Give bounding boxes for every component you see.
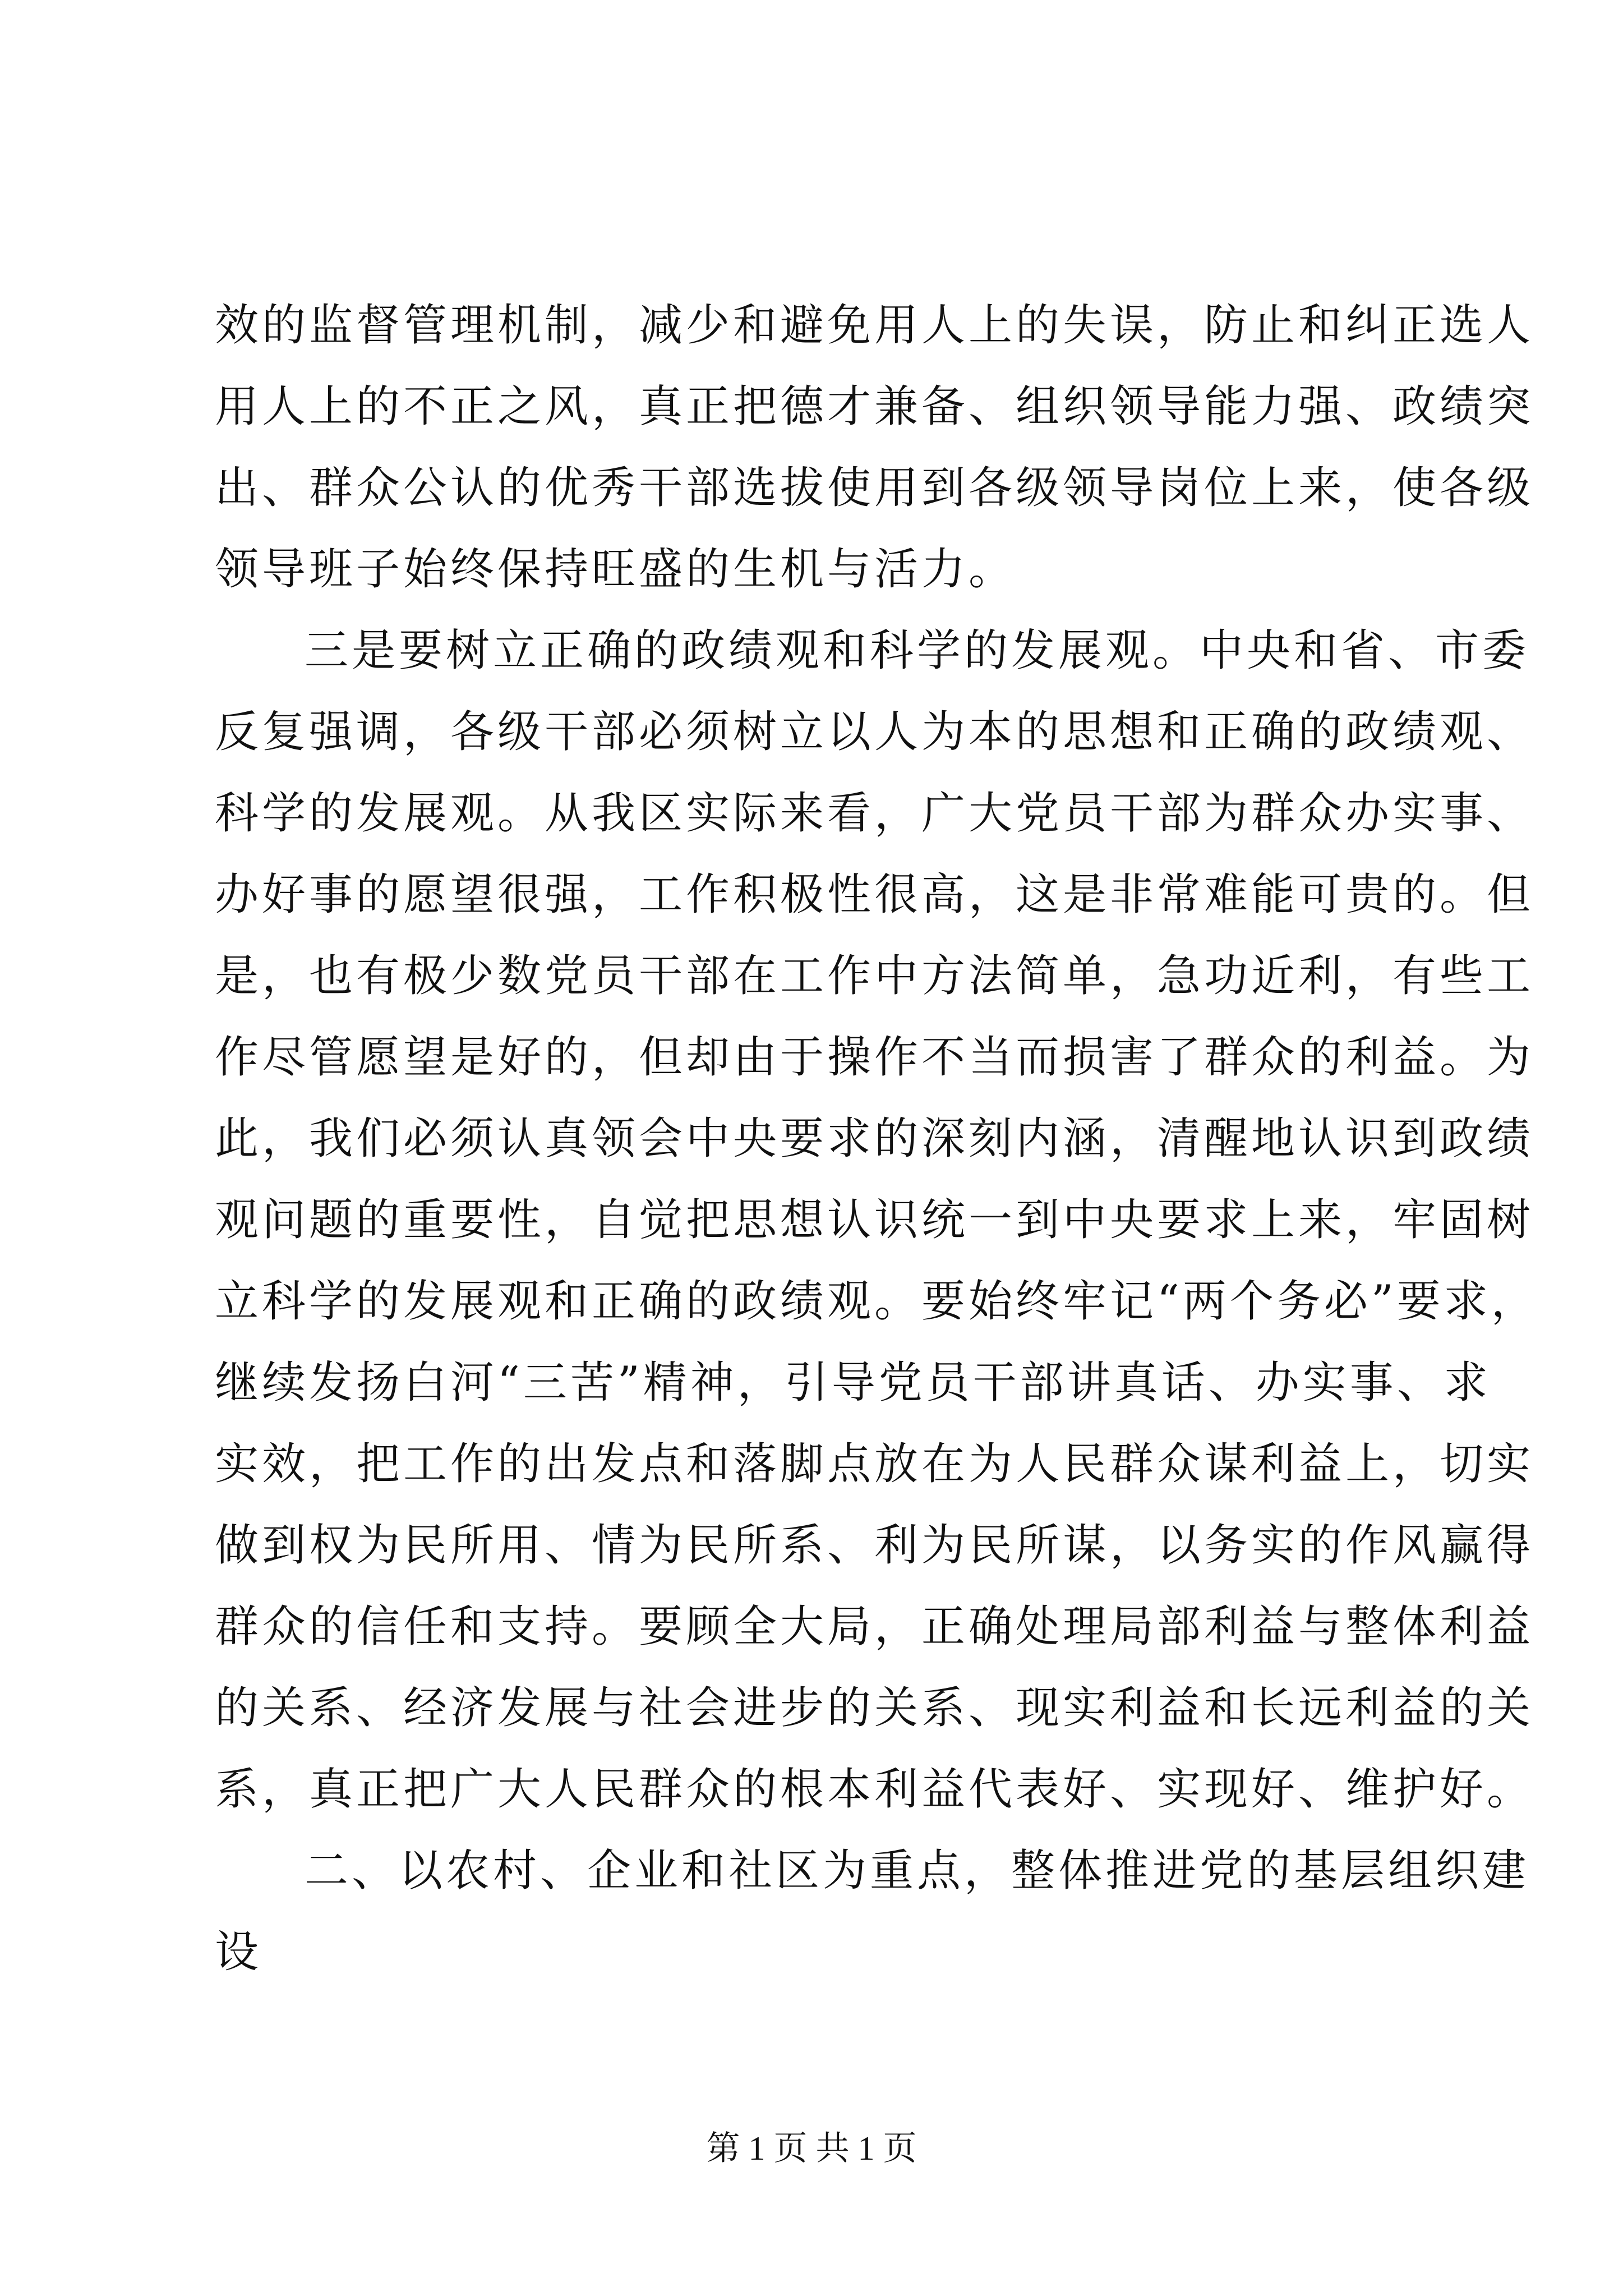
paragraph-line: 群众的信任和支持。要顾全大局，正确处理局部利益与整体利益 xyxy=(215,1602,1534,1652)
paragraph-line: 的关系、经济发展与社会进步的关系、现实利益和长远利益的关 xyxy=(215,1683,1534,1733)
paragraph-line: 用人上的不正之风，真正把德才兼备、组织领导能力强、政绩突 xyxy=(215,381,1534,432)
paragraph-line: 三是要树立正确的政绩观和科学的发展观。中央和省、市委 xyxy=(305,625,1530,676)
paragraph-line: 立科学的发展观和正确的政绩观。要始终牢记“两个务必”要求， xyxy=(215,1276,1538,1327)
paragraph-line: 反复强调，各级干部必须树立以人为本的思想和正确的政绩观、 xyxy=(215,707,1534,757)
paragraph-line: 此，我们必须认真领会中央要求的深刻内涵，清醒地认识到政绩 xyxy=(215,1114,1534,1164)
paragraph-line: 实效，把工作的出发点和落脚点放在为人民群众谋利益上，切实 xyxy=(215,1439,1534,1489)
document-body xyxy=(215,285,1538,1993)
paragraph-line: 系，真正把广大人民群众的根本利益代表好、实现好、维护好。 xyxy=(215,1764,1534,1815)
section-heading-line: 二、以农村、企业和社区为重点，整体推进党的基层组织建 xyxy=(305,1846,1530,1896)
paragraph-line: 继续发扬白河“三苦”精神，引导党员干部讲真话、办实事、求 xyxy=(215,1358,1491,1408)
paragraph-line: 出、群众公认的优秀干部选拔使用到各级领导岗位上来，使各级 xyxy=(215,463,1534,513)
paragraph-line: 办好事的愿望很强，工作积极性很高，这是非常难能可贵的。但 xyxy=(215,869,1534,920)
paragraph-line: 效的监督管理机制，减少和避免用人上的失误，防止和纠正选人 xyxy=(215,300,1534,351)
paragraph-line: 作尽管愿望是好的，但却由于操作不当而损害了群众的利益。为 xyxy=(215,1032,1534,1083)
paragraph-line: 观问题的重要性，自觉把思想认识统一到中央要求上来，牢固树 xyxy=(215,1195,1534,1245)
section-heading-line: 设 xyxy=(215,1927,262,1977)
page-number-footer: 第 1 页 共 1 页 xyxy=(706,2130,917,2167)
paragraph-line: 是，也有极少数党员干部在工作中方法简单，急功近利，有些工 xyxy=(215,951,1534,1001)
paragraph-line: 领导班子始终保持旺盛的生机与活力。 xyxy=(215,544,1016,595)
paragraph-line: 科学的发展观。从我区实际来看，广大党员干部为群众办实事、 xyxy=(215,788,1534,839)
paragraph-line: 做到权为民所用、情为民所系、利为民所谋，以务实的作风赢得 xyxy=(215,1520,1534,1571)
